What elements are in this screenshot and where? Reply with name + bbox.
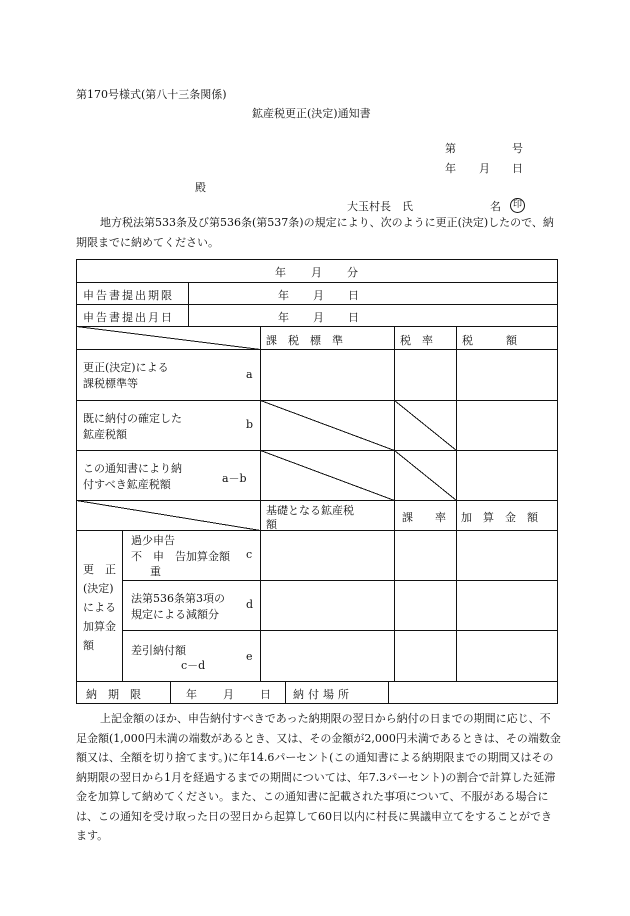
row-ab-line1: この通知書により納 (83, 462, 182, 475)
row-c-line2: 不 申 告加算金額 (131, 550, 230, 563)
payment-place-label: 納付場所 (293, 688, 353, 701)
row-a-line2: 課税標準等 (83, 377, 138, 390)
side-label-1: 更 正 (83, 563, 116, 576)
row-b-line1: 既に納付の確定した (83, 412, 182, 425)
due-month: 月 (223, 688, 234, 701)
seal-icon: 印 (510, 198, 525, 213)
due-year: 年 (186, 688, 197, 701)
form-number: 第170号様式(第八十三条関係) (76, 88, 227, 101)
col-surcharge-amount: 加 算 金 額 (461, 511, 538, 524)
date-year: 年 (445, 162, 456, 175)
due-day: 日 (260, 688, 271, 701)
deadline-label: 申告書提出期限 (83, 289, 174, 302)
addressee-suffix: 殿 (195, 181, 206, 194)
row-e-line1: 差引納付額 (131, 644, 186, 657)
row-b-line2: 鉱産税額 (83, 428, 127, 441)
document-title: 鉱産税更正(決定)通知書 (252, 107, 371, 120)
number-label: 第 (445, 142, 456, 155)
deadline-day: 日 (348, 289, 359, 302)
row-ab-mark: a－b (222, 472, 247, 485)
side-label-4: 加算金 (83, 620, 116, 633)
col-tax-amount: 税 額 (462, 334, 517, 347)
date-month: 月 (479, 162, 490, 175)
row-d-line2: 規定による減額分 (131, 608, 219, 621)
col-tax-base: 課 税 標 準 (266, 334, 343, 347)
submitted-year: 年 (278, 311, 289, 324)
submitted-label: 申告書提出月日 (83, 311, 174, 324)
intro-text: 地方税法第533条及び第536条(第537条)の規定により、次のように更正(決定)したので、納期限までに納めてください。 (76, 216, 554, 249)
issuer: 大玉村長 氏 (347, 200, 413, 213)
col-tax-rate: 税 率 (400, 334, 433, 347)
deadline-month: 月 (313, 289, 324, 302)
row-ab-line2: 付すべき鉱産税額 (83, 478, 171, 491)
date-day: 日 (512, 162, 523, 175)
row-e-line2: c－d (181, 659, 206, 672)
side-label-3: による (83, 601, 116, 614)
row-c-mark: c (246, 548, 253, 561)
submitted-month: 月 (313, 311, 324, 324)
row-a-mark: a (246, 368, 253, 381)
row-d-line1: 法第536条第3項の (131, 592, 225, 605)
row-c-line1: 過少申告 (131, 534, 175, 547)
period-month: 月 (311, 266, 322, 279)
col-base-tax-line1: 基礎となる鉱産税 (266, 504, 354, 517)
due-label: 納 期 限 (86, 688, 141, 701)
notes-text: 上記金額のほか、申告納付すべきであった納期限の翌日から納付の日までの期間に応じ、不足金額(1,000円未満の端数があるとき、又は、その金額が2,000円未満であるときは、その端数金額又は、全額を切り捨てます。)に年14.6パーセント(この通知書による納期限までの期間又はその納期限の翌日から1月を経過するまでの期間については、年7.3パーセント)の割合で計算した延滞金を加算して納めてください。また、この通知書に記載された事項について、不服がある場合には、この通知を受け取った日の翌日から起算して60日以内に村長に異議申立てをすることができます。 (76, 712, 561, 842)
row-a-line1: 更正(決定)による (83, 361, 169, 374)
col-rate: 課 率 (402, 511, 446, 524)
period-year: 年 (275, 266, 286, 279)
period-suffix: 分 (347, 266, 358, 279)
number-suffix: 号 (512, 142, 523, 155)
col-base-tax-line2: 額 (266, 518, 277, 531)
name-label: 名 (490, 200, 501, 213)
row-e-mark: e (246, 650, 253, 663)
submitted-day: 日 (348, 311, 359, 324)
row-c-line3: 重 (150, 565, 161, 578)
deadline-year: 年 (278, 289, 289, 302)
row-b-mark: b (246, 418, 254, 431)
side-label-5: 額 (83, 639, 94, 652)
side-label-2: (決定) (83, 582, 114, 595)
row-d-mark: d (246, 598, 254, 611)
